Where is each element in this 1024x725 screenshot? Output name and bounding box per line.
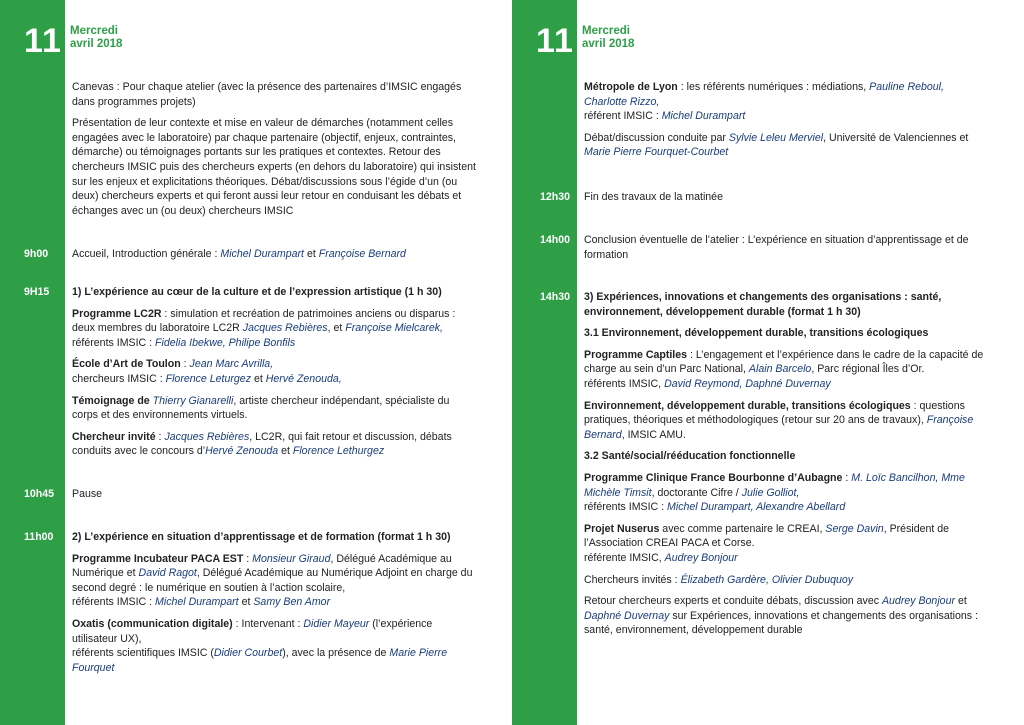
day-name: Mercredi	[582, 25, 630, 37]
day-heading	[70, 25, 122, 51]
text: référente IMSIC,	[584, 551, 665, 564]
text: et	[238, 596, 254, 609]
session-title: 1) L’expérience au cœur de la culture et de l’expression artistique (1 h 30)	[72, 286, 442, 298]
time-10h45: 10h45	[24, 488, 55, 500]
person-name: Michel Durampart	[155, 596, 239, 609]
oxatis	[72, 617, 477, 675]
month-year: avril 2018	[70, 38, 123, 50]
text: :	[842, 471, 852, 484]
label: Programme Captiles	[584, 348, 688, 361]
subsection-title: 3.1 Environnement, développement durable, transitions écologiques	[584, 327, 929, 340]
time-9h15: 9H15	[24, 286, 50, 298]
program-clinique	[584, 471, 989, 515]
intro-block	[72, 80, 477, 225]
session-11h00	[72, 530, 477, 682]
time-12h30: 12h30	[540, 191, 571, 203]
text: (l’expérience utilisateur UX),	[72, 617, 433, 645]
person-name: Élizabeth Gardère, Olivier Dubuquoy	[680, 573, 854, 586]
intro-paragraph-2: Présentation de leur contexte et mise en valeur de démarches (notamment celles engagées avec le laboratoire) par chaque partenaire (objectif, enjeux, contraintes, démarche) ou témoignages portants sur les pratiques et contextes. Retour des chercheurs IMSIC puis des chercheurs experts (en dehors du laboratoire) qui insistent sur les enjeux et explicitations théoriques. Débat/discussions sous l’égide d’un (ou deux) chercheurs experts et qui feront aussi leur retour en conduisant les débats et échanges avec un (ou deux) chercheurs IMSIC	[72, 117, 476, 217]
session-9h00	[72, 247, 477, 269]
person-name: Alain Barcelo	[748, 363, 812, 376]
chercheur-invite	[72, 430, 477, 459]
label: Oxatis (communication digitale)	[72, 617, 233, 630]
person-name: Monsieur Giraud	[252, 552, 331, 565]
text: , Université de Valenciennes et	[823, 131, 969, 144]
day-name: Mercredi	[70, 25, 118, 37]
text: référents IMSIC :	[72, 336, 156, 349]
text: référents IMSIC :	[584, 501, 668, 514]
chercheurs-invites	[584, 573, 989, 588]
top-block	[584, 80, 989, 167]
person-name: David Ragot	[138, 567, 197, 580]
person-name: Pauline Reboul, Charlotte Rizzo,	[584, 81, 944, 108]
text: : simulation et recréation de patrimoines anciens ou disparus : deux membres du laboratoire LC2R	[72, 307, 456, 335]
temoignage	[72, 394, 477, 423]
text: et	[251, 372, 266, 385]
session-14h00	[584, 233, 989, 269]
label: École d’Art de Toulon	[72, 358, 181, 371]
right-page	[512, 0, 1024, 725]
text: , Président de l’Association CREAI PACA et Corse.	[584, 522, 950, 550]
person-name: David Reymond, Daphné Duvernay	[664, 377, 831, 390]
person-name: Serge Davin	[825, 522, 884, 535]
text: , Parc régional Îles d’Or.	[811, 363, 925, 376]
projet-nuserus	[584, 522, 989, 566]
text: et	[278, 445, 293, 458]
person-name: Julie Golliot,	[741, 486, 800, 499]
text: référents scientifiques IMSIC (	[72, 647, 214, 660]
text: Débat/discussion conduite par	[584, 131, 729, 144]
text: et	[955, 595, 967, 608]
session-title: 3) Expériences, innovations et changements des organisations : santé, environnement, développement durable (format 1 h 30)	[584, 291, 942, 318]
session-text: Fin des travaux de la matinée	[584, 191, 723, 203]
ecole-art-toulon	[72, 357, 477, 386]
person-name: Audrey Bonjour	[881, 595, 955, 608]
label: Environnement, développement durable, transitions écologiques	[584, 399, 911, 412]
text: et	[304, 248, 319, 260]
session-title: 2) L’expérience en situation d’apprentissage et de formation (format 1 h 30)	[72, 531, 451, 543]
person-name: Florence Leturgez	[165, 372, 251, 385]
time-9h00: 9h00	[24, 248, 49, 260]
person-name: Sylvie Leleu Merviel	[728, 131, 824, 144]
person-name: Didier Courbet	[213, 647, 283, 660]
person-name: Audrey Bonjour	[664, 551, 738, 564]
label: Chercheur invité	[72, 430, 156, 443]
person-name: Jacques Rebières	[164, 430, 250, 443]
person-name: Hervé Zenouda,	[265, 372, 342, 385]
day-number: 11	[24, 22, 62, 60]
debat-discussion	[584, 131, 989, 160]
label: Témoignage de	[72, 394, 153, 407]
text: ), avec la présence de	[282, 647, 390, 660]
text: , LC2R, qui fait retour et discussion, débats conduits avec le concours d’	[72, 430, 452, 458]
session-9h15	[72, 285, 477, 466]
green-sidebar-band	[512, 0, 577, 725]
person-name: Françoise Mielcarek,	[345, 322, 443, 335]
text: :	[243, 552, 253, 565]
text: référents IMSIC :	[72, 596, 156, 609]
person-name: Michel Durampart	[220, 248, 305, 260]
text: sur Expériences, innovations et changements des organisations : santé, environnement, développement durable	[584, 609, 978, 637]
person-name: Marie Pierre Fourquet	[72, 647, 448, 674]
day-heading	[582, 25, 634, 51]
text: , artiste chercheur indépendant, spécialiste du corps et des environnements virtuels.	[72, 394, 450, 422]
session-text: Conclusion éventuelle de l’atelier : L’expérience en situation d’apprentissage et de formation	[584, 234, 969, 261]
person-name: Fidelia Ibekwe, Philipe Bonfils	[155, 336, 296, 349]
person-name: Jean Marc Avrilla,	[189, 358, 274, 371]
program-incubateur	[72, 552, 477, 610]
person-name: Françoise Bernard	[318, 248, 406, 260]
label: Projet Nuserus	[584, 522, 660, 535]
day-number: 11	[536, 22, 574, 60]
person-name: Didier Mayeur	[303, 617, 370, 630]
retour-chercheurs	[584, 594, 989, 638]
person-name: Michel Durampart	[661, 110, 746, 123]
text: : Intervenant :	[232, 617, 304, 630]
program-captiles	[584, 348, 989, 392]
intro-paragraph-1: Canevas : Pour chaque atelier (avec la présence des partenaires d’IMSIC engagés dans programmes projets)	[72, 81, 462, 108]
green-sidebar-band	[0, 0, 65, 725]
person-name: Marie Pierre Fourquet-Courbet	[584, 146, 729, 159]
text: Accueil, Introduction générale :	[72, 248, 221, 260]
text: : les référents numériques : médiations,	[677, 81, 870, 93]
text: avec comme partenaire le CREAI,	[659, 522, 826, 535]
text: , Délégué Académique au Numérique et	[72, 552, 452, 580]
label: Programme LC2R	[72, 307, 162, 320]
text: , et	[327, 322, 346, 335]
text: : L’engagement et l’expérience dans le cadre de la capacité de charge au sein d’un Parc National,	[584, 348, 984, 376]
environnement-item	[584, 399, 989, 443]
session-text	[72, 247, 477, 262]
person-name: Jacques Rebières	[242, 322, 328, 335]
text: référent IMSIC :	[584, 110, 662, 123]
person-name: Françoise Bernard	[584, 414, 974, 441]
text: , Délégué Académique au Numérique Adjoint en charge du second degré : le numérique en soutien à l’action scolaire,	[72, 567, 473, 594]
session-12h30	[584, 190, 989, 212]
session-10h45	[72, 487, 477, 509]
text: Retour chercheurs experts et conduite débats, discussion avec	[584, 595, 882, 608]
text: Chercheurs invités :	[584, 573, 681, 586]
month-year: avril 2018	[582, 38, 635, 50]
time-14h30: 14h30	[540, 291, 571, 303]
text: , IMSIC AMU.	[621, 428, 686, 441]
person-name: Thierry Gianarelli	[152, 394, 234, 407]
label: Programme Clinique France Bourbonne d’Aubagne	[584, 471, 843, 484]
time-14h00: 14h00	[540, 234, 571, 246]
person-name: Samy Ben Amor	[253, 596, 331, 609]
text: , doctorante Cifre /	[651, 486, 742, 499]
label: Métropole de Lyon	[584, 81, 678, 93]
text: référents IMSIC,	[584, 377, 665, 390]
pause-text: Pause	[72, 488, 103, 500]
subsection-title: 3.2 Santé/social/rééducation fonctionnelle	[584, 450, 796, 463]
person-name: Hervé Zenouda	[205, 445, 279, 458]
text: :	[155, 430, 165, 443]
text: : questions pratiques, théoriques et méthodologiques (retour sur 20 ans de travaux),	[584, 399, 965, 427]
time-11h00: 11h00	[24, 531, 54, 543]
metropole-lyon	[584, 80, 989, 124]
person-name: M. Loïc Bancilhon, Mme Michèle Timsit	[584, 471, 965, 499]
person-name: Daphné Duvernay	[584, 609, 670, 622]
label: Programme Incubateur PACA EST	[72, 552, 244, 565]
text: :	[180, 358, 190, 371]
session-14h30	[584, 290, 989, 645]
program-lc2r	[72, 307, 477, 351]
person-name: Michel Durampart, Alexandre Abellard	[667, 501, 846, 514]
text: chercheurs IMSIC :	[72, 372, 166, 385]
person-name: Florence Lethurgez	[292, 445, 385, 458]
